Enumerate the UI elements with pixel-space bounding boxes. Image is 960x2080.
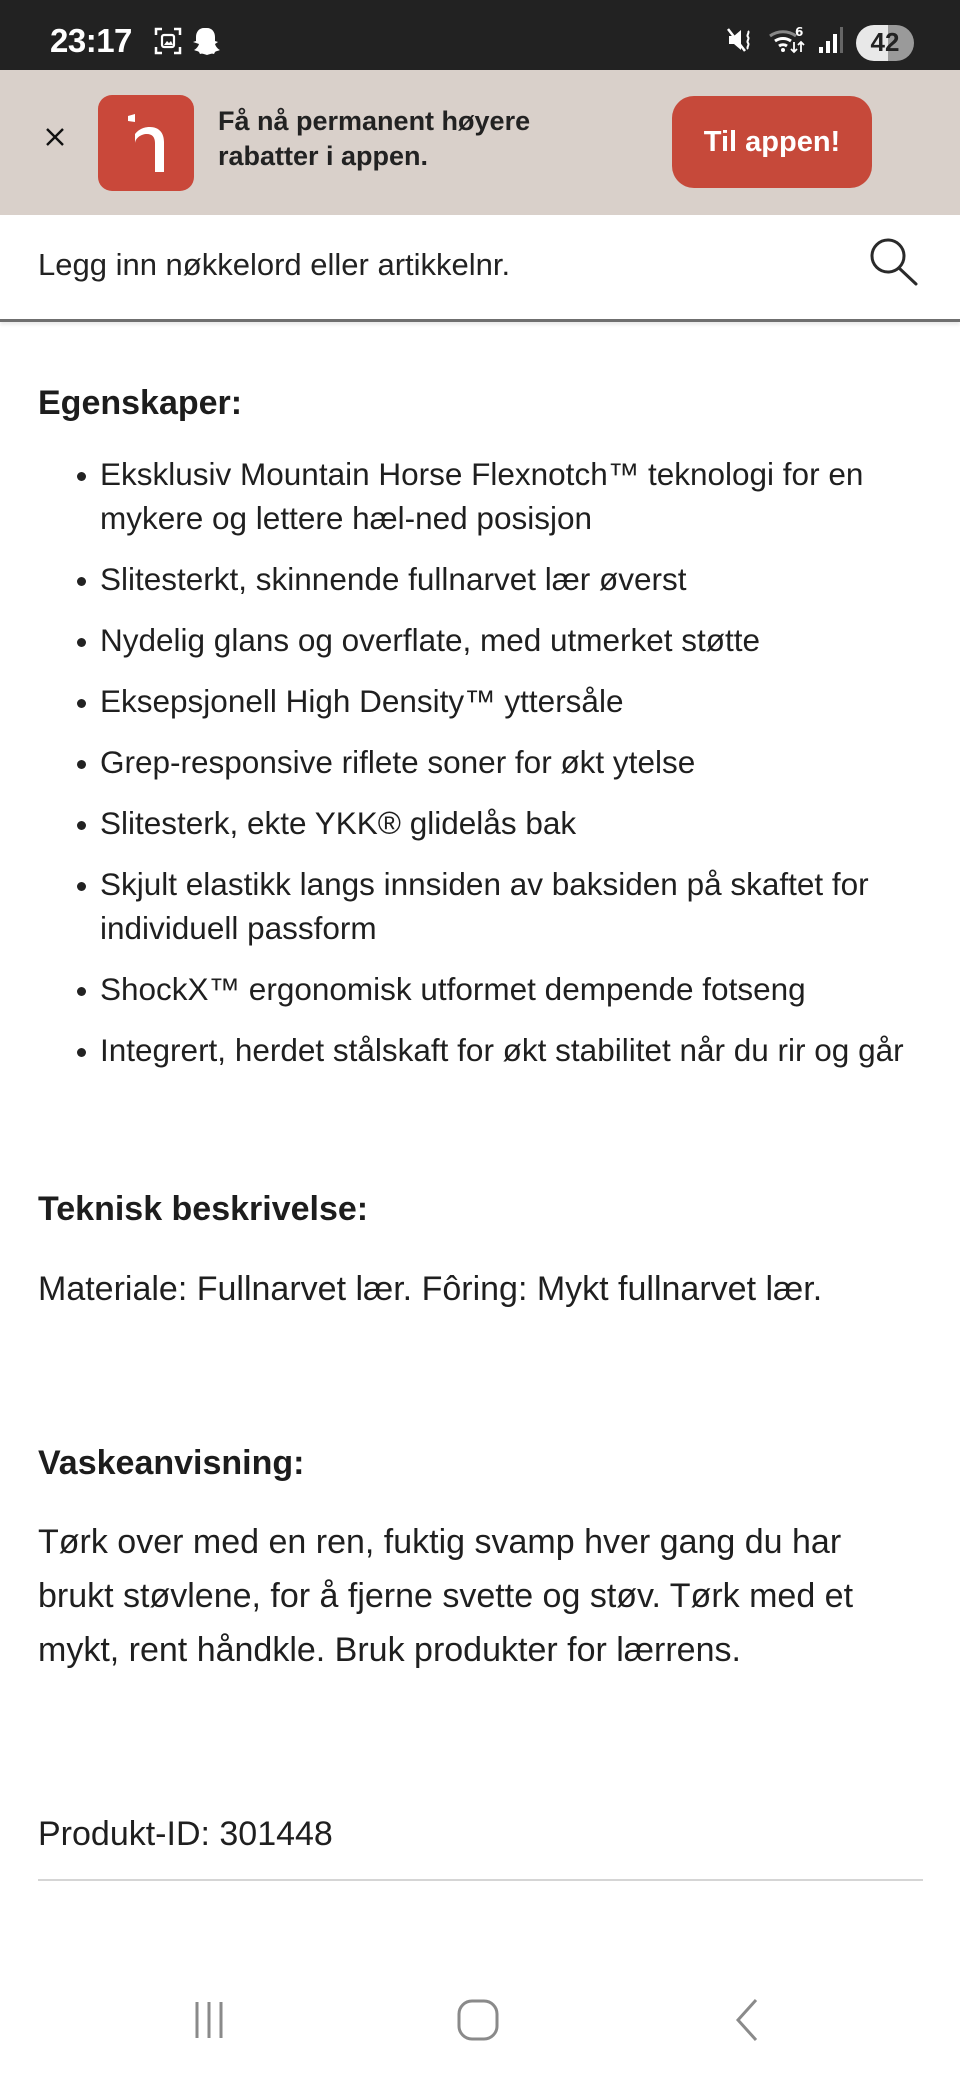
search-icon [864,233,926,295]
status-bar [0,0,960,70]
feature-item: Eksklusiv Mountain Horse Flexnotch™ teknologi for en mykere og lettere hæl-ned posisjon [38,452,928,540]
back-icon [732,1998,762,2042]
battery-indicator: 42 [856,25,914,61]
recent-apps-button[interactable] [164,1980,254,2060]
feature-item: Slitesterkt, skinnende fullnarvet lær øverst [38,557,928,601]
brand-h-logo-icon [121,112,171,174]
divider [38,1879,923,1881]
feature-item: Slitesterk, ekte YKK® glidelås bak [38,801,928,845]
search-bar [0,215,960,322]
feature-item: Grep-responsive riflete soner for økt ytelse [38,740,928,784]
search-input[interactable] [38,235,818,295]
open-app-button[interactable]: Til appen! [672,96,872,188]
recent-apps-icon [189,2000,229,2040]
screenshot-icon [153,26,183,61]
app-logo [98,95,194,191]
technical-heading: Teknisk beskrivelse: [38,1190,369,1228]
app-install-banner [0,70,960,215]
feature-item: Nydelig glans og overflate, med utmerket støtte [38,618,928,662]
mute-vibrate-icon [726,25,756,60]
features-heading: Egenskaper: [38,384,243,422]
back-button[interactable] [702,1980,792,2060]
feature-item: Skjult elastikk langs innsiden av baksiden på skaftet for individuell passform [38,862,928,950]
wifi-6-icon [768,24,806,61]
cell-signal-icon [818,26,844,59]
feature-item: Eksepsjonell High Density™ yttersåle [38,679,928,723]
search-button[interactable] [864,233,926,295]
product-id: Produkt-ID: 301448 [38,1815,333,1853]
notification-icons [153,26,221,61]
features-list [38,452,928,1089]
system-nav-bar [0,1960,960,2080]
svg-text:6: 6 [795,25,804,39]
banner-message: Få nå permanent høyere rabatter i appen. [218,106,531,171]
system-status-icons [726,24,914,61]
close-banner-button[interactable] [38,120,72,154]
home-icon [456,1998,500,2042]
close-icon [43,125,67,149]
feature-item: ShockX™ ergonomisk utformet dempende fotseng [38,967,928,1011]
feature-item: Integrert, herdet stålskaft for økt stabilitet når du rir og går [38,1028,928,1072]
snapchat-ghost-icon [193,26,221,61]
washing-heading: Vaskeanvisning: [38,1444,305,1482]
home-button[interactable] [433,1980,523,2060]
washing-instructions: Tørk over med en ren, fuktig svamp hver gang du har brukt støvlene, for å fjerne svette og støv. Tørk med et mykt, rent håndkle. Bruk produkter for lærrens. [38,1523,854,1669]
status-time: 23:17 [50,22,132,59]
technical-description: Materiale: Fullnarvet lær. Fôring: Mykt fullnarvet lær. [38,1270,823,1308]
